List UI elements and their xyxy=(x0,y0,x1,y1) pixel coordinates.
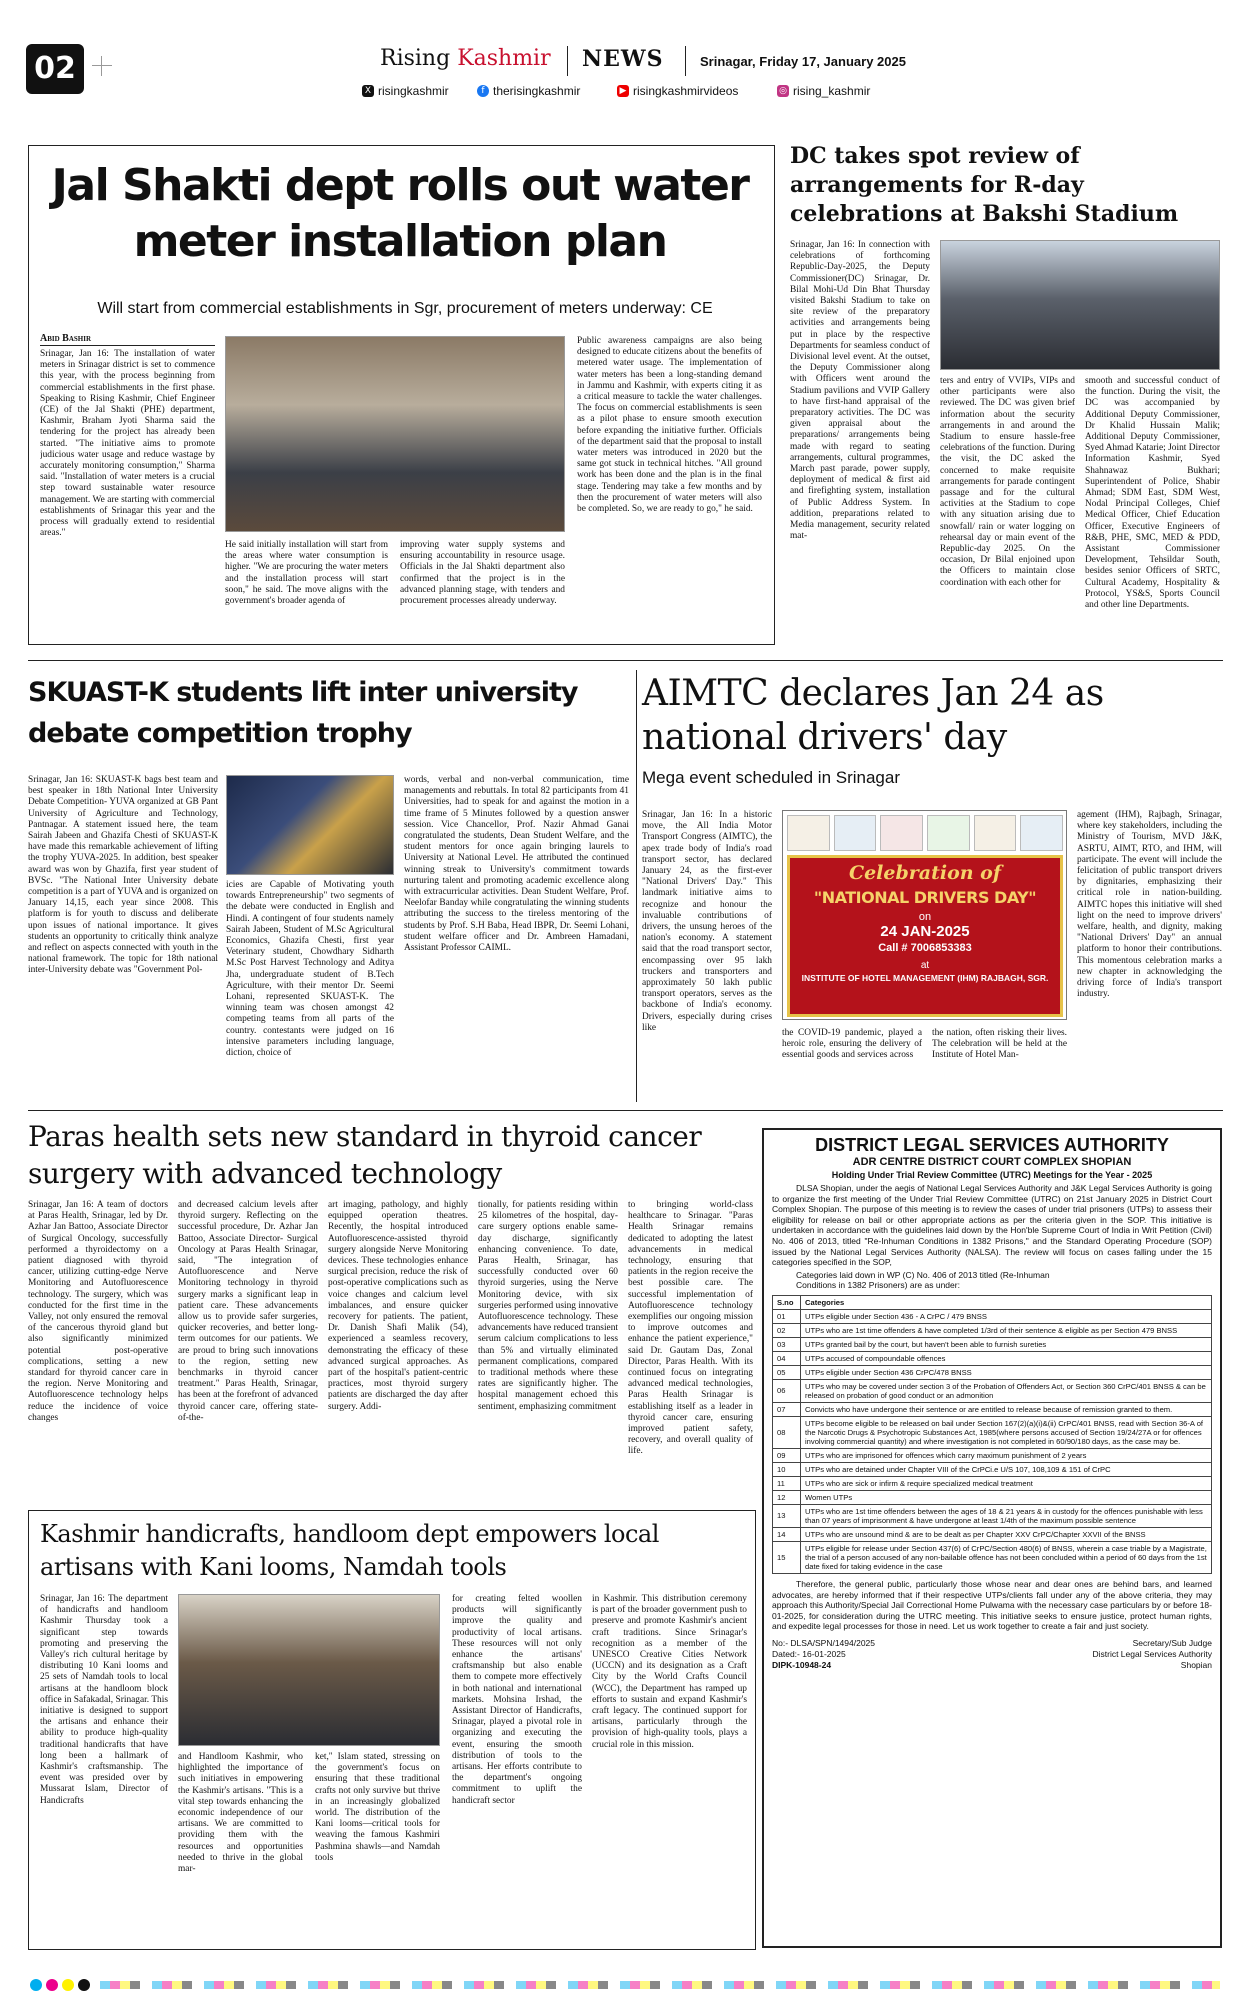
page-number-crosshair xyxy=(92,56,112,76)
paras-col-5: to bringing world-class healthcare to Srinagar. "Paras Health Srinagar remains dedicated to adopting the latest advancements in medical technology, ensuring that patients in the region receive the best possible care. The successful implementation of Autofluorescence technology exemplifies our ongoing mission to improve outcomes and enhance the patient experience," said Dr. Gautam Das, Zonal Director, Paras Health. With its continued focus on integrating advanced medical technologies, Paras Health Srinagar is establishing itself as a leader in thyroid cancer care, ensuring improved patient safety, recovery, and overall quality of life. xyxy=(628,1200,753,1457)
skuast-col-3: words, verbal and non-verbal communication, time managements and rebuttals. In total 82 participants from 41 Universities, had to speak for and against the motion in a time frame of 5 Minutes followed by a question answer session. Vice Chancellor, Prof. Nazir Ahmad Ganai congratulated the students, Dean Student Welfare, and the student mentors for once again bringing laurels to University at National Level. He attributed the continued winning streak to University's commitment towards nurturing talent and promoting academic excellence along with extracurricular activities. Dean Student Welfare, Prof. Neelofar Banday while congratulating the winning students attributing the success to the tireless mentoring of the students by Prof. S.H Baba, Head IBPR, Dr. Seemi Lohani, student welfare officer and Dr. Ambreen Hamadani, Assistant Professor CAIML. xyxy=(404,775,629,954)
banner-line-7: INSTITUTE OF HOTEL MANAGEMENT (IHM) RAJBAGH, SGR. xyxy=(801,973,1049,983)
aimtc-subhead: Mega event scheduled in Srinagar xyxy=(642,768,900,787)
table-row: 01 UTPs eligible under Section 436 - A CrPC / 479 BNSS xyxy=(773,1309,1212,1323)
dlsa-sign-3: Shopian xyxy=(1180,1659,1212,1670)
dlsa-subtitle: ADR CENTRE DISTRICT COURT COMPLEX SHOPIAN xyxy=(852,1156,1132,1168)
kashmir-col-5: in Kashmir. This distribution ceremony is part of the broader government push to preserve and promote Kashmir's ancient craft traditions. Since Srinagar's recognition as a member of the UNESCO Creative Cities Network (UCCN) and its designation as a Craft City by the World Crafts Council (WCC), the Department has ramped up efforts to sustain and expand Kashmir's craft legacy. The continued support for artisans, particularly through the provision of high-quality tools, plays a crucial role in this mission. xyxy=(592,1594,747,1750)
aimtc-col-3: the nation, often risking their lives. The celebration will be held at the Institute of Hotel Man- xyxy=(932,1028,1067,1061)
dlsa-no: No:- DLSA/SPN/1494/2025 xyxy=(772,1637,876,1648)
aimtc-banner-red xyxy=(787,855,1063,1017)
table-row: 02 UTPs who are 1st time offenders & have completed 1/3rd of their sentence & eligible as per Section 479 BNSS xyxy=(773,1323,1212,1337)
kashmir-headline: Kashmir handicrafts, handloom dept empowers local artisans with Kani looms, Namdah tools xyxy=(40,1520,659,1581)
social-x[interactable]: X risingkashmir xyxy=(362,84,449,98)
section-title: NEWS xyxy=(582,46,664,72)
table-row: 10 UTPs who are detained under Chapter VIII of the CrPCi.e U/S 107, 108,109 & 151 of CrPC xyxy=(773,1462,1212,1476)
dlsa-closing: Therefore, the general public, particularly those whose near and dear ones are behind bars, and learned advocates, are hereby informed that if their respective UTPs/clients fall under any of the above criteria, they may approach this Authority/Special Jail Correctional Home Pulwama with the necessary case particulars by or before 18-01-2025, for consideration during the UTRC meeting. This initiative seeks to ensure justice, protect human rights, and expedite legal processes for those in need. Let us work together to create a fair and just society. xyxy=(772,1578,1212,1632)
dlsa-dated: Dated:- 16-01-2025 xyxy=(772,1648,846,1659)
aimtc-col-4: agement (IHM), Rajbagh, Srinagar, where key stakeholders, including the Ministry of Tourism, MVD J&K, ASRTU, AIMT, RTO, and IHM, will participate. The event will include the felicitation of public transport drivers by dignitaries, emphasizing their critical role in nation-building. AIMTC hopes this initiative will shed light on the need to improve drivers' welfare, health, and dignity, making "National Drivers' Day" an annual platform to honor their contributions. This momentous celebration marks a new chapter in acknowledging the driving force of India's transport industry. xyxy=(1077,810,1222,1000)
table-row: 13 UTPs who are 1st time offenders between the ages of 18 & 21 years & in custody for the offences punishable with less than 07 years of imprisonment & have undergone at least 1/4th of the maximum possible sentence xyxy=(773,1504,1212,1527)
dlsa-heading: Holding Under Trial Review Committee (UTRC) Meetings for the Year - 2025 xyxy=(831,1170,1153,1180)
jal-col-2: He said initially installation will start from the areas where water consumption is higher. "We are procuring the water meters and the installation process will start soon," he said. The move aligns with the government's broader agenda of xyxy=(225,540,388,607)
table-row: 06 UTPs who may be covered under section 3 of the Probation of Offenders Act, or Section 360 CrPC/401 BNSS & can be released on probation of good conduct or an admonition xyxy=(773,1379,1212,1402)
registration-mark xyxy=(30,1979,42,1991)
logo-icon xyxy=(880,815,923,851)
jal-col-3: improving water supply systems and ensuring accountability in resource usage. Officials in the Jal Shakti department also confirmed that the project is in the advanced planning stage, with tenders and procurement processes already underway. xyxy=(400,540,565,607)
jal-col-4: Public awareness campaigns are also being designed to educate citizens about the benefits of metered water usage. The implementation of water meters has been a long-standing demand in Jammu and Kashmir, with experts citing it as a critical measure to tackle the water challenges. The focus on commercial establishments is seen as a pilot phase to ensure smooth execution before expanding the initiative further. Officials of the department said that the proposal to install water meters was introduced in 2020 but the same got stuck in technical hitches. "All ground work has been done and the plan is in the final stage. Tendering may take a few months and by then the procurement of water meters will also be completed. So, we are ready to go," he said. xyxy=(577,336,762,515)
jal-subhead: Will start from commercial establishments in Sgr, procurement of meters underway: CE xyxy=(97,300,713,317)
dc-col-2: ters and entry of VVIPs, VIPs and other participants were also reviewed. The DC was given brief information about the security arrangements in and around the Stadium to ensure hassle-free celebrations of the function. During the visit, the DC asked the concerned to make requisite arrangements for parade contingent passage and for the cultural activities at the Stadium to cope with any situation arising due to snowfall/ rain or water logging on rehearsal day or main event of the Republic-day 2025. On the occasion, Dr Bilal enjoined upon the Officers to maintain close coordination with each other for xyxy=(940,376,1075,588)
table-header: S.no Categories xyxy=(773,1295,1212,1309)
aimtc-headline: AIMTC declares Jan 24 as national drivers' day xyxy=(642,673,1104,758)
banner-line-2: "NATIONAL DRIVERS DAY" xyxy=(813,888,1037,907)
youtube-icon: ▶ xyxy=(617,85,629,97)
logo-icon xyxy=(1020,815,1063,851)
kashmir-col-1: Srinagar, Jan 16: The department of handicrafts and handloom Kashmir Thursday took a significant step towards promoting and preserving the Valley's rich cultural heritage by distributing 10 Kani looms and 25 sets of Namdah tools to local artisans at the handloom block office in Safakadal, Srinagar. This initiative is designed to support the artisans and enhance their ability to produce high-quality traditional handicrafts that have long been a hallmark of Kashmir's craftsmanship. The event was presided over by Mussarat Islam, Director of Handicrafts xyxy=(40,1594,168,1806)
table-row: 15 UTPs eligible for release under Section 437(6) of CrPC/Section 480(6) of BNSS, wherein a case triable by a Magistrate, the trial of a person accused of any non-bailable offence has not been concluded within a period of 60 days from the 1st date fixed for taking evidence in the case xyxy=(773,1541,1212,1573)
dlsa-dipk: DIPK-10948-24 xyxy=(772,1659,832,1670)
banner-line-1: Celebration of xyxy=(848,862,1002,884)
kashmir-col-2: and Handloom Kashmir, who highlighted the importance of such initiatives in empowering the Kashmir's artisans. "This is a vital step towards enhancing the economic independence of our artisans. We are committed to providing them with the resources and opportunities needed to thrive in the global mar- xyxy=(178,1752,303,1875)
banner-line-3: on xyxy=(918,911,932,923)
registration-mark xyxy=(78,1979,90,1991)
table-row: 12 Women UTPs xyxy=(773,1490,1212,1504)
x-icon: X xyxy=(362,85,374,97)
paras-col-1: Srinagar, Jan 16: A team of doctors at Paras Health, Srinagar, led by Dr. Azhar Jan Battoo, Associate Director of Surgical Oncology, successfully performed a thyroidectomy on a patient diagnosed with thyroid cancer, utilizing cutting-edge Nerve Monitoring and Autofluorescence technology. The surgery, which was conducted for the first time in the Valley, not only ensured the removal of the cancerous thyroid gland but also significantly minimized potential post-operative complications, setting a new standard for thyroid cancer care in the region. Nerve Monitoring and Autofluorescence technology helps reduce the incidence of voice changes xyxy=(28,1200,168,1423)
table-row: 08 UTPs become eligible to be released on bail under Section 167(2)(a)(i)&(ii) CrPC/401 BNSS, read with Section 36-A of the Narcotic Drugs & Psychotropic Substances Act, 1985(where persons accused of Section 19/24/27A or for offences involving commercial quantity) and where investigation is not completed in 60/90/180 days, as the case may be. xyxy=(773,1416,1212,1448)
banner-line-6: at xyxy=(920,960,930,971)
registration-mark xyxy=(62,1979,74,1991)
dlsa-sign-1: Secretary/Sub Judge xyxy=(1132,1637,1212,1648)
aimtc-col-2: the COVID-19 pandemic, played a heroic role, ensuring the delivery of essential goods and services across xyxy=(782,1028,922,1061)
paras-col-3: art imaging, pathology, and highly equipped operation theatres. Recently, the hospital introduced Autofluorescence-assisted thyroid surgery alongside Nerve Monitoring devices. These technologies enhance surgical precision, reduce the risk of post-operative complications such as voice changes and calcium level imbalances, and ensure quicker recovery for patients. The patient, Dr. Danish Shafi Malik (54), experienced a seamless recovery, demonstrating the efficacy of these advanced surgical approaches. As part of the hospital's patient-centric practices, most thyroid surgery patients are discharged the day after surgery. Addi- xyxy=(328,1200,468,1412)
table-row: 03 UTPs granted bail by the court, but haven't been able to furnish sureties xyxy=(773,1337,1212,1351)
dlsa-categories-intro: Categories laid down in WP (C) No. 406 of 2013 titled (Re-Inhuman Conditions in 1382 Prisoners) are as under: xyxy=(796,1269,1050,1291)
banner-line-4: 24 JAN-2025 xyxy=(880,923,970,940)
dc-col-1: Srinagar, Jan 16: In connection with celebrations of forthcoming Republic-Day-2025, the Deputy Commissioner(DC) Srinagar, Dr. Bilal Mohi-Ud Din Bhat Thursday visited Bakshi Stadium to take on site review of the preparatory activities and arrangements being put in place by the respective Departments for seamless conduct of Divisional level event. At the outset, the Deputy Commissioner along with Officers went around the Stadium pavilions and VVIP Gallery to have first-hand appraisal of the preparatory activities. The DC was given appraisal about the preparations/ arrangements being made with regard to seating arrangements, cultural programmes, March past parade, power supply, deployment of medical & first aid and firefighting system, installation of Public Address System. In addition, preparations related to Media management, security related mat- xyxy=(790,240,930,542)
paras-headline: Paras health sets new standard in thyroid cancer surgery with advanced technology xyxy=(28,1120,702,1190)
dlsa-table xyxy=(772,1295,1212,1574)
jal-byline: Abid Bashir xyxy=(40,333,92,344)
skuast-photo xyxy=(226,775,394,875)
table-row: 14 UTPs who are unsound mind & are to be dealt as per Chapter XXV CrPC/Chapter XXVII of the BNSS xyxy=(773,1527,1212,1541)
logo-icon xyxy=(927,815,970,851)
social-facebook[interactable]: f therisingkashmir xyxy=(477,84,580,98)
facebook-icon: f xyxy=(477,85,489,97)
logo-icon xyxy=(834,815,877,851)
skuast-col-1: Srinagar, Jan 16: SKUAST-K bags best team and best speaker in 18th National Inter University Debate Competition- YUVA organized at GB Pant University of Agriculture and Technology, Pantnagar. A statement issued here, the team Sairah Jabeen and Ghazifa Chesti of SKUAST-K have made this remarkable achievement of lifting the trophy YUVA-2025. In addition, best speaker award was won by Ghazifa, first year student of BVSc. "The National Inter University debate competition is a part of YUVA and is organized on January 14,15, each year since 2008. This platform is for youth to discuss and deliberate upon issues of national importance. It gives students an opportunity to critically think analyze and reflect on aspects connected with youth in the national framework. The topic for 18th national inter-University debate was "Government Pol- xyxy=(28,775,218,976)
kashmir-col-3: ket," Islam stated, stressing on the government's focus on ensuring that these traditional crafts not only survive but thrive in an increasingly globalized world. The distribution of the Kani looms—critical tools for weaving the famous Kashmiri Pashmina shawls—and Namdah tools xyxy=(315,1752,440,1863)
skuast-col-2: icies are Capable of Motivating youth towards Entrepreneurship" two segments of the debate were conducted in English and Hindi. A contingent of four students namely Sairah Jabeen, Student of M.Sc Agricultural Economics, Ghazifa Chesti, first year Veterinary student, Chowdhary Sidharth M.Sc Post Harvest Technology and Aditya Jha, undergraduate student of B.Tech Agriculture, with their mentor Dr. Seemi Lohani, represented SKUAST-K. The winning team was chosen amongst 42 competing teams from all parts of the country. contestants were judged on 16 intensive parameters including language, diction, choice of xyxy=(226,880,394,1059)
aimtc-col-1: Srinagar, Jan 16: In a historic move, the All India Motor Transport Congress (AIMTC), the apex trade body of India's road transport sector, has declared January 24, as the first-ever "National Drivers' Day." This landmark initiative aims to recognize and honour the invaluable contributions of drivers, the unsung heroes of the nation's economy. A statement said that the road transport sector, encompassing over 95 lakh truckers and transporters and approximately 50 lakh public transport operators, serves as the backbone of India's economy. Drivers, especially during crises like xyxy=(642,810,772,1033)
table-row: 05 UTPs eligible under Section 436 CrPC/478 BNSS xyxy=(773,1365,1212,1379)
social-youtube[interactable]: ▶ risingkashmirvideos xyxy=(617,84,738,98)
dc-photo xyxy=(940,240,1220,370)
skuast-headline: SKUAST-K students lift inter university debate competition trophy xyxy=(28,677,578,749)
jal-headline: Jal Shakti dept rolls out water meter installation plan xyxy=(51,160,749,267)
table-row: 07 Convicts who have undergone their sentence or are entitled to release because of remission granted to them. xyxy=(773,1402,1212,1416)
banner-line-5: Call # 7006853383 xyxy=(878,942,972,954)
table-row: 04 UTPs accused of compoundable offences xyxy=(773,1351,1212,1365)
social-instagram[interactable]: ◎ rising_kashmir xyxy=(777,84,870,98)
dateline: Srinagar, Friday 17, January 2025 xyxy=(700,54,906,69)
masthead-paper-name: Rising Kashmir xyxy=(380,46,551,71)
dc-col-3: smooth and successful conduct of the function. During the visit, the DC was accompanied by Additional Deputy Commissioner, Dr Khalid Hussain Malik; Additional Deputy Commissioner, Syed Ahmad Katarie; Joint Director Information Kashmir, Syed Shahnawaz Bukhari; Superintendent of Police, Shabir Ahmad; SDM East, SDM West, Nodal Principal Colleges, Chief Medical Officer, Chief Education Officer, Executive Engineers of R&B, PHE, SMC, MED & PDD, Assistant Commissioner Development, Tehsildar South, besides senior Officers of SRTC, Cultural Academy, Hospitality & Protocol, YS&S, Sports Council and other line Departments. xyxy=(1085,376,1220,611)
paras-col-2: and decreased calcium levels after thyroid surgery. Reflecting on the successful procedure, Dr. Azhar Jan Battoo, Associate Director- Surgical Oncology at Paras Health Srinagar, said, "The integration of Autofluorescence and Nerve Monitoring technology in thyroid surgery marks a significant leap in patient care. These advancements allow us to provide safer surgeries, quicker recoveries, and better long-term outcomes for our patients. We are proud to bring such innovations to the region, setting new benchmarks in thyroid cancer treatment." Paras Health, Srinagar, has been at the forefront of advanced thyroid cancer care, offering state-of-the- xyxy=(178,1200,318,1423)
aimtc-banner xyxy=(782,810,1067,1020)
dlsa-sign-2: District Legal Services Authority xyxy=(1092,1648,1212,1659)
logo-icon xyxy=(974,815,1017,851)
kashmir-photo xyxy=(178,1594,440,1746)
dlsa-ad xyxy=(762,1128,1222,1948)
table-row: 09 UTPs who are imprisoned for offences which carry maximum punishment of 2 years xyxy=(773,1448,1212,1462)
logo-icon xyxy=(787,815,830,851)
page-number: 02 xyxy=(26,44,84,94)
dc-headline: DC takes spot review of arrangements for R-day celebrations at Bakshi Stadium xyxy=(790,143,1179,227)
table-row: 11 UTPs who are sick or infirm & require specialized medical treatment xyxy=(773,1476,1212,1490)
jal-col-1: Srinagar, Jan 16: The installation of water meters in Srinagar district is set to commence this year, with the process beginning from commercial establishments in the first phase. Speaking to Rising Kashmir, Chief Engineer (CE) of the Jal Shakti (PHE) department, Kashmir, Braham Jyoti Sharma said the tendering for the project has already been started. "The initiative aims to promote judicious water usage and reduce wastage by accurately monitoring consumption," Sharma said. "Installation of water meters is a crucial step toward sustainable water resource management. We are starting with commercial establishments of Srinagar this year and the process will gradually extend to residential areas." xyxy=(40,349,215,539)
aimtc-logo-strip xyxy=(787,815,1063,851)
dlsa-title: DISTRICT LEGAL SERVICES AUTHORITY xyxy=(815,1135,1169,1155)
instagram-icon: ◎ xyxy=(777,85,789,97)
registration-bar xyxy=(100,1981,1220,1989)
registration-mark xyxy=(46,1979,58,1991)
paras-col-4: tionally, for patients residing within 25 kilometres of the hospital, day-care surgery options enable same-day discharge, significantly enhancing convenience. To date, Paras Health, Srinagar, has successfully conducted over 60 thyroid surgeries, using the Nerve Monitoring device, with six surgeries performed using innovative Autofluorescence technology. These advancements have reduced transient serum calcium complications to less than 5% and virtually eliminated permanent complications, compared to traditional methods where these rates are significantly higher. The hospital management echoed this sentiment, emphasizing commitment xyxy=(478,1200,618,1412)
kashmir-col-4: for creating felted woollen products will significantly improve the quality and productivity of local artisans. These resources will not only enhance the artisans' craftsmanship but also enable them to compete more effectively in both national and international markets. Mohsina Irshad, the Assistant Director of Handicrafts, Srinagar, played a pivotal role in organizing and executing the event, ensuring the smooth distribution of tools to the artisans. Her efforts contribute to the department's ongoing commitment to uplift the handicraft sector xyxy=(452,1594,582,1806)
jal-photo xyxy=(225,336,565,532)
dlsa-intro: DLSA Shopian, under the aegis of National Legal Services Authority and J&K Legal Services Authority is going to organize the first meeting of the Under Trial Review Committee (UTRC) on 21st January 2025 in District Court Complex Shopian. The purpose of this meeting is to review the cases of under trial prisoners (UTPs) to assess their eligibility for release on bail or other appropriate actions as per the criteria given in the SOP. This initiative is undertaken in accordance with the guidelines laid down by the Hon'ble Supreme Court of India in Writ Petition (Civil) No. 406 of 2013, titled "Re-Inhuman Conditions in 1382 Prisons," and the Standard Operating Procedure (SOP) issued by the National Legal Services Authority (NALSA). The review will focus on cases falling under the 15 categories specified in the SOP, xyxy=(772,1183,1212,1268)
